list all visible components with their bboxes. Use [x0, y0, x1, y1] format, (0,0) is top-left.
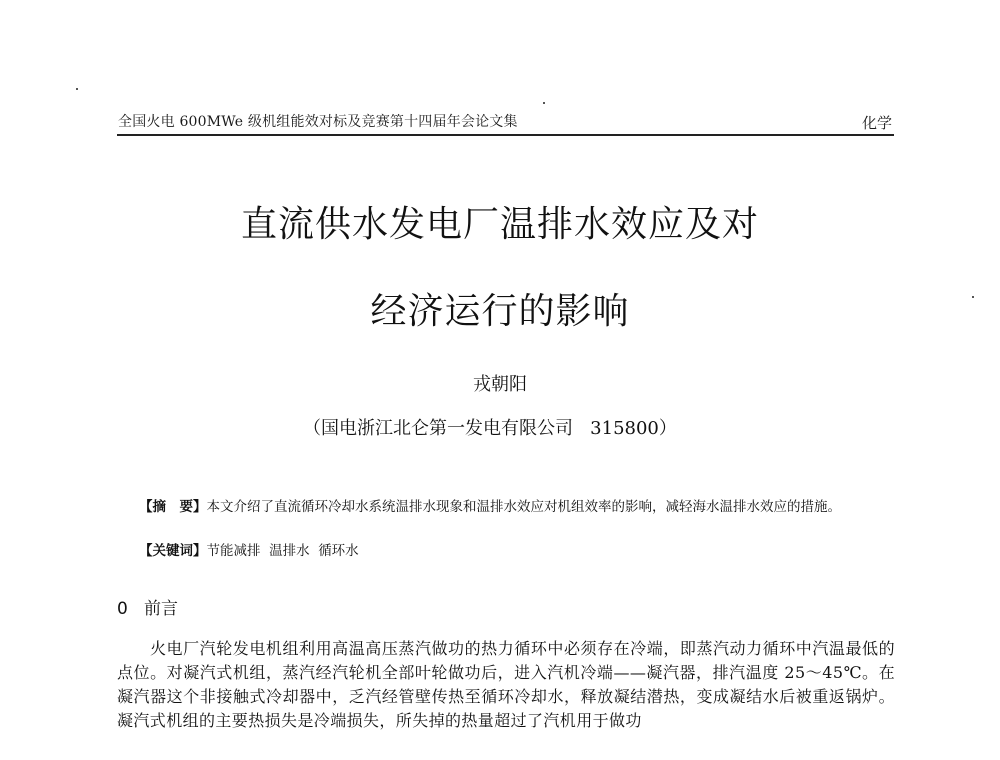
author: 戎朝阳 [473, 374, 527, 395]
scan-speck [76, 88, 78, 90]
abstract-label: 【摘 要】 [139, 499, 207, 515]
abstract [117, 496, 895, 518]
keyword-item: 温排水 [269, 543, 310, 559]
paper-title-line-2: 经济运行的影响 [370, 291, 630, 332]
section-heading [117, 594, 178, 619]
abstract-text: 本文介绍了直流循环冷却水系统温排水现象和温排水效应对机组效率的影响，减轻海水温排水效应的措施。 [206, 499, 841, 515]
running-header-section: 化学 [861, 114, 892, 132]
keyword-item: 节能减排 [206, 543, 261, 559]
body-paragraph: 火电厂汽轮发电机组利用高温高压蒸汽做功的热力循环中必须存在冷端，即蒸汽动力循环中汽温最低的点位。对凝汽式机组，蒸汽经汽轮机全部叶轮做功后，进入汽机冷端——凝汽器，排汽温度 25～45℃。在凝汽器这个非接触式冷却器中，乏汽经管壁传热至循环冷却水，释放凝结潜热，变成凝结水后被重返锅炉。凝汽式机组的主要热损失是冷端损失，所失掉的热量超过了汽机用于做功 [117, 639, 895, 730]
section-title: 前言 [144, 599, 179, 619]
affiliation [303, 414, 677, 440]
paper-title-line-1: 直流供水发电厂温排水效应及对 [240, 204, 759, 245]
running-header: 全国火电 600MWe 级机组能效对标及竞赛第十四届年会论文集 [118, 114, 518, 130]
keywords-label: 【关键词】 [139, 543, 207, 559]
keyword-item: 循环水 [318, 543, 359, 559]
keywords [139, 539, 359, 559]
affiliation-org: （国电浙江北仑第一发电有限公司 [303, 418, 573, 439]
section-number: 0 [117, 599, 128, 619]
header-rule [117, 134, 894, 136]
affiliation-postcode: 315800） [590, 418, 677, 439]
scan-speck [543, 102, 545, 104]
